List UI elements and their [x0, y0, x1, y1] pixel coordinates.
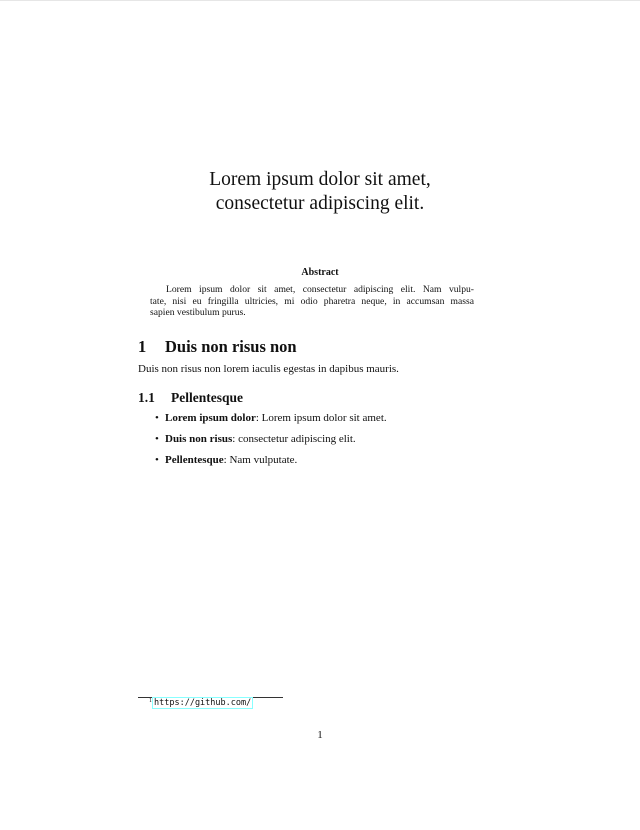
list-item: [155, 433, 356, 445]
title-line-2: consectetur adipiscing elit.: [215, 193, 425, 214]
abstract-line: sapien vestibulum purus.: [150, 307, 246, 318]
footnote-link[interactable]: https://github.com/: [154, 698, 252, 708]
list-item-text: : consectetur adipiscing elit.: [232, 433, 356, 445]
list-item-text: : Nam vulputate.: [223, 454, 298, 466]
section-number: 1: [138, 337, 147, 356]
subsection-title: Pellentesque: [171, 390, 243, 405]
footnote-mark: 1: [149, 698, 152, 704]
bullet-icon: •: [155, 454, 159, 466]
abstract-heading: Abstract: [301, 267, 339, 278]
abstract-line: tate, nisi eu fringilla ultricies, mi odio pharetra neque, in accumsan massa: [150, 296, 474, 307]
list-item-term: Pellentesque: [165, 454, 224, 466]
title-line-1: Lorem ipsum dolor sit amet,: [209, 169, 431, 190]
abstract-line: Lorem ipsum dolor sit amet, consectetur adipiscing elit. Nam vulpu-: [166, 284, 474, 295]
list-item: [155, 412, 387, 424]
list-item-text: : Lorem ipsum dolor sit amet.: [255, 412, 387, 424]
page-number: 1: [317, 729, 323, 741]
section-title: Duis non risus non: [165, 337, 297, 356]
list-item-term: Lorem ipsum dolor: [165, 412, 256, 424]
section-body: Duis non risus non lorem iaculis egestas in dapibus mauris.: [138, 363, 399, 375]
subsection-number: 1.1: [138, 390, 155, 405]
footnote: [149, 698, 253, 708]
subsection-heading: [138, 390, 243, 406]
list-item-term: Duis non risus: [165, 433, 233, 445]
bullet-icon: •: [155, 433, 159, 445]
bullet-icon: •: [155, 412, 159, 424]
list-item: [155, 454, 297, 466]
section-heading: [138, 337, 297, 357]
